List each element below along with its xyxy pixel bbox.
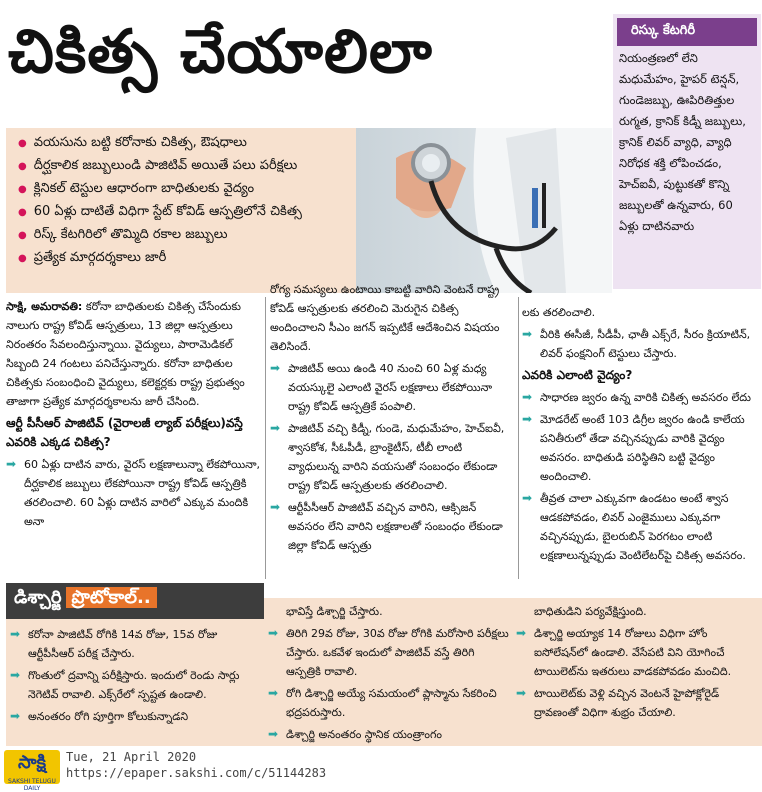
highlights-list [6, 128, 356, 270]
article-text: లకు తరలించాలి. [522, 306, 596, 319]
bullet-item: ➡ మోడరేట్ అంటే 103 డిగ్రీల జ్వరం ఉండి కాలేయ పనితీరులో తేడా వచ్చినప్పుడు వారికి వైద్యం అవసరం. బాధితుడి పరిస్థితిని బట్టి వైద్యం అందించాలి. [522, 410, 758, 486]
article-column-2 [270, 280, 516, 555]
bullet-item: ➡ కరోనా పాజిటివ్ రోగికి 14వ రోజు, 15వ రోజు ఆర్టీపీసీఆర్ పరీక్ష చేస్తారు. [10, 625, 256, 663]
logo-subtitle: SAKSHI TELUGU DAILY [8, 778, 56, 792]
discharge-title-highlight: ప్రొటోకాల్.. [66, 587, 157, 608]
bullet-item: ➡ డిశ్చార్జి అనంతరం స్థానిక యంత్రాంగం [268, 725, 512, 744]
bullet-item: ➡ టాయిలెట్‌కు వెళ్లి వచ్చిన వెంటనే హైపోక్లోరైడ్ ద్రావణంతో విధిగా శుభ్రం చేయాలి. [516, 684, 756, 722]
epaper-link[interactable]: https://epaper.sakshi.com/c/51144283 [66, 766, 327, 780]
publication-date: Tue, 21 April 2020 [66, 750, 197, 764]
discharge-title-part: డిశ్చార్జి [14, 587, 62, 608]
article-lead [6, 297, 262, 411]
highlight-item: ● ప్రత్యేక మార్గదర్శకాలు జారీ [18, 247, 356, 270]
bullet-item: ➡ వీరికి ఈసీజీ, సీడీపీ, ఛాతీ ఎక్స్‌రే, సీరం క్రియాటిన్, లివర్ ఫంక్షనింగ్ టెస్టులు చేస్తారు. [522, 325, 758, 363]
bullet-item: ➡ 60 ఏళ్లు దాటిన వారు, వైరస్ లక్షణాలున్నా లేకపోయినా, దీర్ఘకాలిక జబ్బులు లేకపోయినా రాష్ట్ర కోవిడ్ ఆస్పత్రికి తరలించాలి. 60 ఏళ్లు దాటిన వారిలో ఎక్కువ మందికి అనా [6, 455, 262, 531]
page-title: చికిత్స చేయాలిలా [8, 17, 433, 87]
section-heading: ఎవరికి ఎలాంటి వైద్యం? [522, 368, 633, 382]
bullet-item: ➡ ఆర్టీపీసీఆర్ పాజిటివ్ వచ్చిన వారిని, ఆక్సిజన్ అవసరం లేని వారిని లక్షణాలతో సంబంధం లేకుండా జిల్లా కోవిడ్ ఆస్పత్రు [270, 498, 516, 555]
article-text: బాధితుడిని పర్యవేక్షిస్తుంది. [534, 605, 647, 618]
bullet-item: ➡ డిశ్చార్జి అయ్యాక 14 రోజులు విధిగా హోం ఐసోలేషన్‌లో ఉండాలి. వేసేపటి విని యోగించే టాయిలెట్‌ను ఇతరులు వాడకపోవడం మంచిది. [516, 624, 756, 681]
column-divider [265, 297, 266, 579]
article-text: రోగ్య సమస్యలు ఉంటాయి కాబట్టి వారిని వెంటనే రాష్ట్ర కోవిడ్ ఆస్పత్రులకు తరలించి మెరుగైన చికిత్స అందించాలని సీఎం జగన్ ఇప్పటికే ఆదేశించిన విషయం తెలిసిందే. [270, 283, 500, 353]
discharge-title [14, 587, 157, 612]
bullet-item: ➡ పాజిటివ్ వచ్చి కిడ్నీ, గుండె, మధుమేహం, హెచ్ఐవీ, శ్వాసకోశ, సీఓపీడీ, బ్రాంకైటీస్, టీబీ లాంటి వ్యాధులున్న వారిని వయసుతో సంబంధం లేకుండా రాష్ట్ర కోవిడ్ ఆస్పత్రులకు తరలించాలి. [270, 419, 516, 495]
doctor-stethoscope-photo [356, 128, 612, 293]
bullet-item: ➡ రోగి డిశ్చార్జి అయ్యే సమయంలో ప్లాస్మాను సేకరించి భద్రపరుస్తారు. [268, 684, 512, 722]
article-column-3 [522, 303, 758, 565]
bullet-item: ➡ గొంతులో ద్రవాన్ని పరీక్షిస్తారు. ఇందులో రెండు సార్లు నెగెటివ్ రావాలి. ఎక్స్‌రేలో స్పష్టత ఉండాలి. [10, 666, 256, 704]
highlight-item: ● రిస్క్ కేటగిరిలో తొమ్మిది రకాల జబ్బులు [18, 224, 356, 247]
logo-text: సాక్షి [18, 752, 46, 773]
article-text: భావిస్తే డిశ్చార్జి చేస్తారు. [286, 605, 383, 618]
article-column-1 [6, 297, 262, 531]
highlight-item: ● 60 ఏళ్లు దాటితే విధిగా స్టేట్ కోవిడ్ ఆస్పత్రిలోనే చికిత్స [18, 201, 356, 224]
discharge-column-1 [10, 622, 256, 726]
highlight-item: ● వయసును బట్టి కరోనాకు చికిత్స, ఔషధాలు [18, 132, 356, 155]
bullet-item: ➡ తీవ్రత చాలా ఎక్కువగా ఉండటం అంటే శ్వాస ఆడకపోవడం, లివర్ ఎంజైములు ఎక్కువగా వచ్చినప్పుడు, బైలరుబిన్ పెరగటం లాంటి లక్షణాలున్నప్పుడు వెంటిలేటర్‌పై చికిత్స అవసరం. [522, 489, 758, 565]
bullet-item: ➡ పాజిటివ్ అయి ఉండి 40 నుంచి 60 ఏళ్ల మధ్య వయస్కులై ఎలాంటి వైరస్ లక్షణాలు లేకపోయినా రాష్ట్ర కోవిడ్ ఆస్పత్రికే పంపాలి. [270, 359, 516, 416]
highlight-item: ● దీర్ఘకాలిక జబ్బులుండి పాజిటివ్ అయితే పలు పరీక్షలు [18, 155, 356, 178]
column-divider [518, 297, 519, 579]
dateline: సాక్షి, అమరావతి: [6, 300, 83, 313]
article-text: కరోనా బాధితులకు చికిత్స చేసేందుకు నాలుగు రాష్ట్ర కోవిడ్ ఆస్పత్రులు, 13 జిల్లా ఆస్పత్రులు నిరంతరం సేవలందిస్తున్నాయి. వైద్యులు, పారామెడికల్ సిబ్బంది 24 గంటలు పనిచేస్తున్నారు. కరోనా బాధితుల చికిత్సకు సంబంధించి వైద్యులు, కలెక్టర్లకు రాష్ట్ర ప్రభుత్వం తాజాగా ప్రత్యేక మార్గదర్శకాలను జారీ చేసింది. [6, 300, 245, 408]
highlight-item: ● క్లినికల్ టెస్టుల ఆధారంగా బాధితులకు వైద్యం [18, 178, 356, 201]
bullet-item: ➡ సాధారణ జ్వరం ఉన్న వారికి చికిత్స అవసరం లేదు [522, 388, 758, 407]
discharge-column-3 [516, 602, 756, 722]
section-heading: ఆర్టీ పీసీఆర్ పాజిటివ్ (వైరాలజీ ల్యాబ్ పరీక్షలు)వస్తే ఎవరికి ఎక్కడ చికిత్స? [6, 416, 243, 449]
risk-category-box [613, 14, 761, 289]
risk-category-title: రిస్కు కేటగిరీ [617, 18, 757, 46]
highlights-panel [6, 128, 356, 293]
bullet-item: ➡ అనంతరం రోగి పూర్తిగా కోలుకున్నాడని [10, 707, 256, 726]
risk-category-list: నియంత్రణలో లేని మధుమేహం, హైపర్ టెన్షన్, గుండెజబ్బు, ఊపిరితిత్తుల రుగ్మత, క్రానిక్ కిడ్నీ జబ్బులు, క్రానిక్ లివర్ వ్యాధి, వ్యాధి నిరోధక శక్తి లోపించడం, హెచ్ఐవీ, పుట్టుకతో కొన్ని జబ్బులతో ఉన్నవారు, 60 ఏళ్లు దాటినవారు [619, 51, 746, 233]
bullet-item: ➡ తిరిగి 29వ రోజు, 30వ రోజు రోగికి మరోసారి పరీక్షలు చేస్తారు. ఒకవేళ ఇందులో పాజిటివ్ వస్తే తిరిగి ఆస్పత్రికి రావాలి. [268, 624, 512, 681]
discharge-column-2 [268, 602, 512, 744]
